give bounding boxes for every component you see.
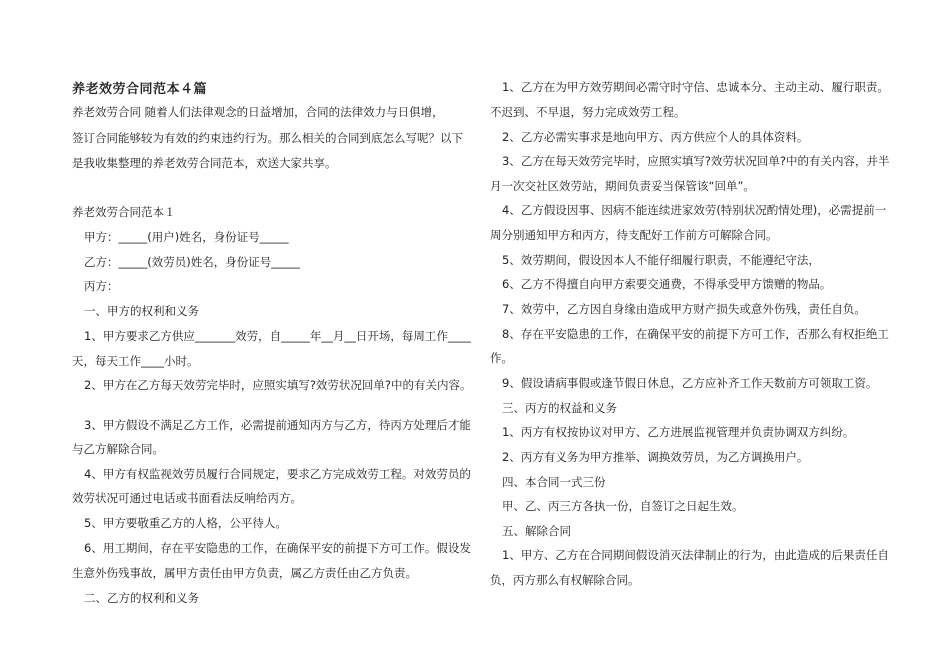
clause-line: 生意外伤残事故，属甲方责任由甲方负责，属乙方责任由乙方负责。 [72, 566, 417, 580]
clause-line: 周分别通知甲方和丙方，待支配好工作前方可解除合同。 [490, 228, 778, 242]
section-heading: 养老效劳合同范本１ [72, 205, 176, 219]
clause-line: 4、甲方有权监视效劳员履行合同规定，要求乙方完成效劳工程。对效劳员的 [84, 467, 471, 481]
party-line: 甲方：_____(用户)姓名，身份证号_____ [84, 230, 289, 244]
intro-line: 养老效劳合同 随着人们法律观念的日益增加，合同的法律效力与日俱增， [72, 105, 444, 119]
clause-line: 4、乙方假设因事、因病不能连续进家效劳(特别状况酌情处理)，必需提前一 [502, 203, 887, 217]
clause-line: 6、乙方不得擅自向甲方索要交通费，不得承受甲方馈赠的物品。 [502, 277, 832, 291]
clause-line: 6、用工期间，存在平安隐患的工作，在确保平安的前提下方可工作。假设发 [84, 541, 471, 555]
clause-line: 1、甲方、乙方在合同期间假设消灭法律制止的行为，由此造成的后果责任自 [502, 548, 889, 562]
clause-line: 1、丙方有权按协议对甲方、乙方进展监视管理并负责协调双方纠纷。 [502, 425, 855, 439]
clause-line: 天，每天工作____小时。 [72, 354, 199, 368]
intro-line: 签订合同能够较为有效的约束违约行为。那么相关的合同到底怎么写呢？以下 [72, 131, 463, 145]
clause-line: 2、乙方必需实事求是地向甲方、丙方供应个人的具体资料。 [502, 130, 809, 144]
clause-line: 8、存在平安隐患的工作，在确保平安的前提下方可工作，否那么有权拒绝工 [502, 327, 889, 341]
clause-line: 不迟到、不早退，努力完成效劳工程。 [490, 105, 686, 119]
document-title: 养老效劳合同范本４篇 [72, 82, 208, 97]
clause-line: 5、甲方要敬重乙方的人格，公平待人。 [84, 516, 287, 530]
clause-line: 2、丙方有义务为甲方推举、调换效劳员，为乙方调换用户。 [502, 450, 809, 464]
clause-line: 负，丙方那么有权解除合同。 [490, 573, 640, 587]
clause-line: 9、假设请病事假或逢节假日休息，乙方应补齐工作天数前方可领取工资。 [502, 376, 878, 390]
clause-line: 1、乙方在为甲方效劳期间必需守时守信、忠诚本分、主动主动、履行职责。 [502, 80, 889, 94]
clause-line: 与乙方解除合同。 [72, 442, 164, 456]
section-heading: 二、乙方的权利和义务 [84, 591, 199, 605]
clause-line: 7、效劳中，乙方因自身缘由造成甲方财产损失或意外伤残，责任自负。 [502, 302, 866, 316]
section-heading: 一、甲方的权利和义务 [84, 304, 199, 318]
clause-line: 2、甲方在乙方每天效劳完毕时，应照实填写?效劳状况回单?中的有关内容。 [84, 378, 472, 392]
clause-line: 月一次交社区效劳站，期间负责妥当保管该“回单”。 [490, 179, 755, 193]
clause-line: 甲、乙、丙三方各执一份，自签订之日起生效。 [502, 499, 744, 513]
clause-line: 效劳状况可通过电话或书面看法反响给丙方。 [72, 491, 302, 505]
clause-line: 3、乙方在每天效劳完毕时，应照实填写?效劳状况回单?中的有关内容，并半 [502, 154, 890, 168]
section-heading: 三、丙方的权益和义务 [502, 401, 617, 415]
intro-line: 是我收集整理的养老效劳合同范本，欢送大家共享。 [72, 156, 337, 170]
party-line: 乙方：_____(效劳员)姓名，身份证号_____ [84, 255, 300, 269]
clause-line: 1、甲方要求乙方供应_______效劳，自_____年__月__日开场，每周工作____ [84, 329, 471, 343]
section-heading: 四、本合同一式三份 [502, 475, 606, 489]
clause-line: 作。 [490, 351, 513, 365]
section-heading: 五、解除合同 [502, 524, 571, 538]
clause-line: 3、甲方假设不满足乙方工作，必需提前通知丙方与乙方，待丙方处理后才能 [84, 418, 471, 432]
party-line: 丙方： [84, 279, 119, 293]
clause-line: 5、效劳期间，假设因本人不能仔细履行职责，不能遵纪守法， [502, 253, 820, 267]
